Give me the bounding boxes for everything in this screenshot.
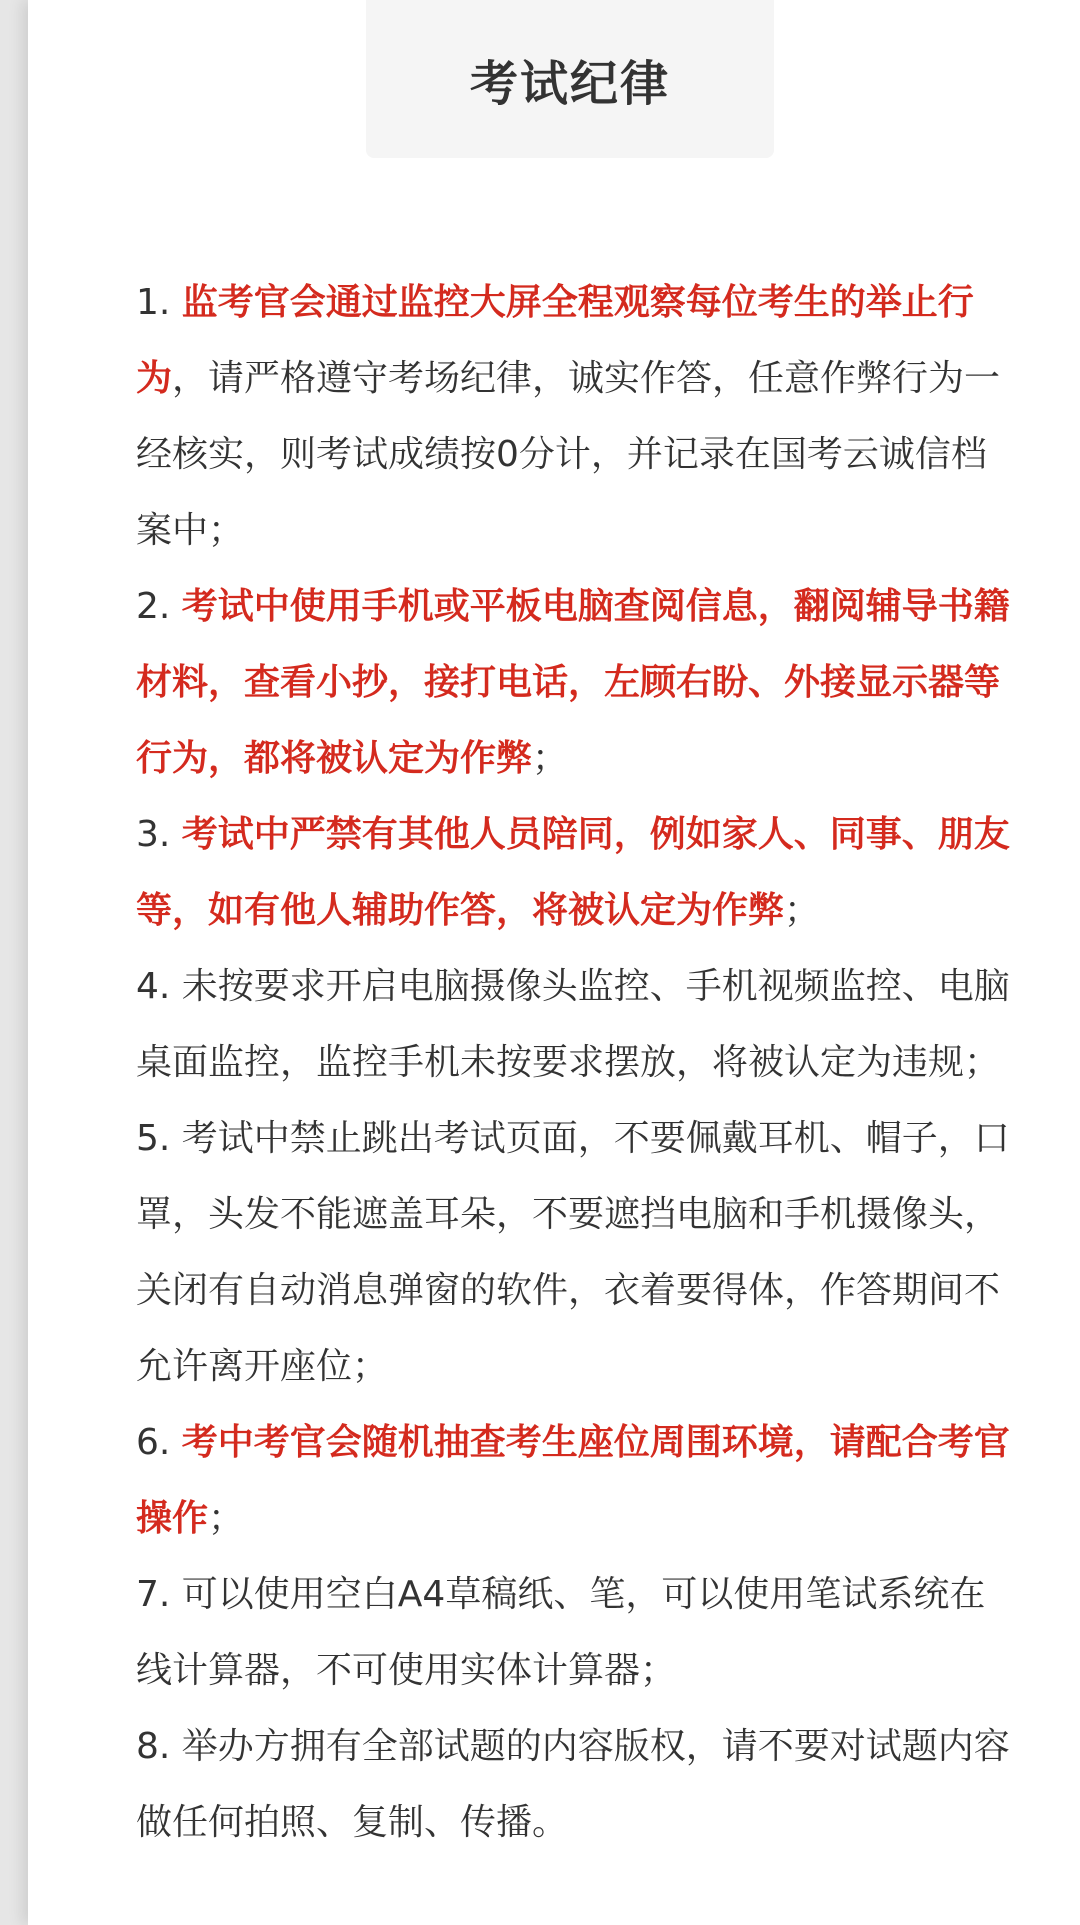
rule-number: 4.: [136, 966, 182, 1007]
rule-item-3: [136, 797, 1016, 949]
rule-text: ；: [208, 1498, 245, 1539]
document-page: [28, 0, 1080, 1925]
rule-item-5: [136, 1101, 1016, 1405]
rule-item-7: [136, 1557, 1016, 1709]
rule-item-1: [136, 265, 1016, 569]
rule-number: 8.: [136, 1726, 182, 1767]
rules-list: [136, 265, 1016, 1861]
rule-text: 举办方拥有全部试题的内容版权，请不要对试题内容做任何拍照、复制、传播。: [136, 1726, 1010, 1843]
rule-text: 可以使用空白A4草稿纸、笔，可以使用笔试系统在线计算器，不可使用实体计算器；: [136, 1574, 986, 1691]
rule-highlight: 考试中严禁有其他人员陪同，例如家人、同事、朋友等，如有他人辅助作答，将被认定为作弊: [136, 814, 1010, 931]
rule-text: ；: [532, 738, 569, 779]
rule-text: 考试中禁止跳出考试页面，不要佩戴耳机、帽子，口罩，头发不能遮盖耳朵，不要遮挡电脑和手机摄像头，关闭有自动消息弹窗的软件，衣着要得体，作答期间不允许离开座位；: [136, 1118, 1010, 1387]
rule-item-8: [136, 1709, 1016, 1861]
rule-number: 6.: [136, 1422, 182, 1463]
rule-highlight: 考中考官会随机抽查考生座位周围环境，请配合考官操作: [136, 1422, 1010, 1539]
page-title: 考试纪律: [469, 55, 670, 112]
rule-text: ，请严格遵守考场纪律，诚实作答，任意作弊行为一经核实，则考试成绩按0分计，并记录在国考云诚信档案中；: [136, 358, 1001, 551]
rule-number: 5.: [136, 1118, 182, 1159]
rule-number: 2.: [136, 586, 182, 627]
rule-number: 7.: [136, 1574, 182, 1615]
rule-highlight: 监考官会通过监控大屏全程观察每位考生的举止行为: [136, 282, 974, 399]
rule-text: 未按要求开启电脑摄像头监控、手机视频监控、电脑桌面监控，监控手机未按要求摆放，将被认定为违规；: [136, 966, 1010, 1083]
rule-highlight: 考试中使用手机或平板电脑查阅信息，翻阅辅导书籍材料，查看小抄，接打电话，左顾右盼、外接显示器等行为，都将被认定为作弊: [136, 586, 1010, 779]
title-box: [366, 0, 774, 158]
rule-item-6: [136, 1405, 1016, 1557]
rule-text: ；: [784, 890, 821, 931]
rule-item-4: [136, 949, 1016, 1101]
rule-number: 3.: [136, 814, 182, 855]
rule-item-2: [136, 569, 1016, 797]
rule-number: 1.: [136, 282, 182, 323]
